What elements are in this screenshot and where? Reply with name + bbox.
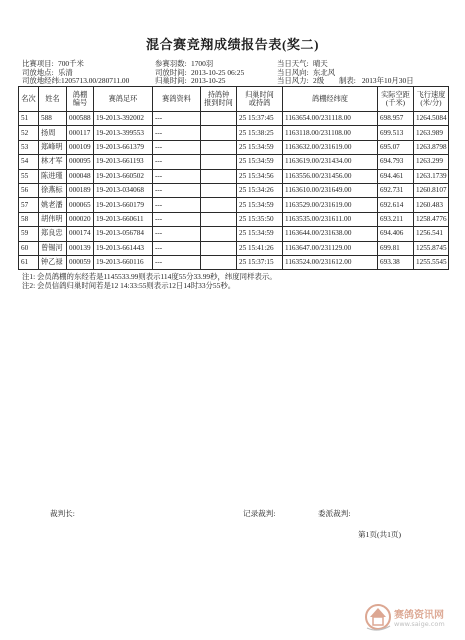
cell-speed: 1255.5545 bbox=[414, 255, 449, 269]
column-header-line: 鸽棚 bbox=[72, 90, 88, 99]
cell-return-time: 25 15:34:59 bbox=[237, 155, 283, 169]
column-header-line: 名次 bbox=[21, 94, 36, 103]
column-header-clock-report-time bbox=[201, 87, 237, 112]
release-coord-value: 1205713.00/280711.00 bbox=[61, 76, 130, 85]
cell-clock-report-time bbox=[201, 140, 237, 154]
made-date-info bbox=[339, 76, 414, 85]
return-time-info bbox=[155, 76, 226, 85]
cell-rank: 56 bbox=[19, 183, 39, 197]
release-place-value: 乐清 bbox=[58, 67, 73, 77]
cell-return-time: 25 15:34:59 bbox=[237, 140, 283, 154]
cell-name: 扬周 bbox=[39, 126, 67, 140]
cell-speed: 1260.8107 bbox=[414, 183, 449, 197]
cell-name: 588 bbox=[39, 112, 67, 126]
cell-loft-coordinates: 1163118.00/231108.00 bbox=[283, 126, 378, 140]
cell-speed: 1255.8745 bbox=[414, 241, 449, 255]
cell-name: 钟乙禄 bbox=[39, 255, 67, 269]
cell-rank: 53 bbox=[19, 140, 39, 154]
cell-speed: 1264.5084 bbox=[414, 112, 449, 126]
cell-clock-report-time bbox=[201, 112, 237, 126]
column-header-line: 姓名 bbox=[45, 94, 60, 103]
table-row bbox=[19, 241, 449, 255]
cell-clock-report-time bbox=[201, 183, 237, 197]
count-value: 1700羽 bbox=[191, 59, 214, 68]
cell-distance: 699.513 bbox=[378, 126, 414, 140]
table-row bbox=[19, 112, 449, 126]
cell-ring-number: 19-2013-034068 bbox=[94, 183, 153, 197]
cell-ring-number: 19-2013-399553 bbox=[94, 126, 153, 140]
column-header-line: 或持鸽 bbox=[248, 99, 271, 107]
column-header-line: 归巢时间 bbox=[245, 90, 274, 99]
watermark-name: 赛鸽资讯网 bbox=[394, 610, 444, 621]
cell-name: 林才军 bbox=[39, 155, 67, 169]
cell-loft-coordinates: 1163535.00/231611.00 bbox=[283, 212, 378, 226]
column-header-line: 鸽棚经纬度 bbox=[312, 94, 348, 103]
cell-loft-id: 000048 bbox=[67, 169, 94, 183]
cell-loft-id: 000117 bbox=[67, 126, 94, 140]
cell-ring-number: 19-2013-660116 bbox=[94, 255, 153, 269]
cell-ring-number: 19-2013-660502 bbox=[94, 169, 153, 183]
wind-force-label: 当日风力: bbox=[277, 76, 309, 85]
cell-name: 郑峰明 bbox=[39, 140, 67, 154]
wind-force-value: 2级 bbox=[313, 76, 325, 85]
cell-loft-id: 000095 bbox=[67, 155, 94, 169]
cell-loft-coordinates: 1163529.00/231619.00 bbox=[283, 198, 378, 212]
cell-return-time: 25 15:34:26 bbox=[237, 183, 283, 197]
cell-pigeon-info: --- bbox=[153, 241, 201, 255]
cell-rank: 51 bbox=[19, 112, 39, 126]
table-body bbox=[19, 112, 449, 270]
cell-clock-report-time bbox=[201, 255, 237, 269]
pigeon-house-icon bbox=[364, 600, 394, 632]
cell-pigeon-info: --- bbox=[153, 183, 201, 197]
record-judge-label: 记录裁判: bbox=[243, 509, 276, 518]
cell-pigeon-info: --- bbox=[153, 140, 201, 154]
note-1: 注1: 会员鸽棚的东经若是1145533.99则表示114度55分33.99秒，纬度同样表示。 bbox=[22, 272, 277, 281]
cell-rank: 60 bbox=[19, 241, 39, 255]
cell-distance: 692.614 bbox=[378, 198, 414, 212]
table-row bbox=[19, 155, 449, 169]
wind-direction-value: 东北风 bbox=[313, 67, 336, 77]
cell-loft-id: 000059 bbox=[67, 255, 94, 269]
cell-loft-id: 000189 bbox=[67, 183, 94, 197]
delegate-judge-label: 委派裁判: bbox=[318, 509, 351, 518]
cell-distance: 694.461 bbox=[378, 169, 414, 183]
cell-ring-number: 19-2013-661443 bbox=[94, 241, 153, 255]
release-coord-label: 司放地经纬: bbox=[22, 76, 62, 85]
column-header-loft-coordinates bbox=[283, 87, 378, 112]
cell-distance: 699.81 bbox=[378, 241, 414, 255]
cell-ring-number: 19-2013-660179 bbox=[94, 198, 153, 212]
note-2: 注2: 会员信鸽归巢时间若是12 14:33:55则表示12日14时33分55秒。 bbox=[22, 281, 236, 290]
cell-loft-id: 000174 bbox=[67, 227, 94, 241]
cell-distance: 692.731 bbox=[378, 183, 414, 197]
column-header-line: 飞行速度 bbox=[416, 90, 446, 99]
cell-pigeon-info: --- bbox=[153, 112, 201, 126]
cell-loft-coordinates: 1163654.00/231118.00 bbox=[283, 112, 378, 126]
cell-return-time: 25 15:41:26 bbox=[237, 241, 283, 255]
cell-ring-number: 19-2013-661193 bbox=[94, 155, 153, 169]
release-time-value: 2013-10-25 06:25 bbox=[191, 67, 245, 77]
cell-pigeon-info: --- bbox=[153, 255, 201, 269]
cell-ring-number: 19-2013-660611 bbox=[94, 212, 153, 226]
cell-pigeon-info: --- bbox=[153, 212, 201, 226]
cell-rank: 59 bbox=[19, 227, 39, 241]
release-place-label: 司放地点: bbox=[22, 67, 54, 77]
release-coord-info bbox=[22, 76, 129, 85]
cell-name: 陈进瑾 bbox=[39, 169, 67, 183]
cell-pigeon-info: --- bbox=[153, 198, 201, 212]
made-date-value: 2013年10月30日 bbox=[361, 76, 414, 85]
weather-label: 当日天气: bbox=[277, 59, 309, 68]
table-row bbox=[19, 169, 449, 183]
cell-loft-id: 000065 bbox=[67, 198, 94, 212]
column-header-loft-id bbox=[67, 87, 94, 112]
wind-force-info bbox=[277, 76, 324, 85]
column-header-distance bbox=[378, 87, 414, 112]
cell-return-time: 25 15:38:25 bbox=[237, 126, 283, 140]
cell-loft-coordinates: 1163619.00/231434.00 bbox=[283, 155, 378, 169]
cell-return-time: 25 15:34:59 bbox=[237, 227, 283, 241]
return-time-label: 归巢时间: bbox=[155, 76, 187, 85]
column-header-rank bbox=[19, 87, 39, 112]
cell-speed: 1256.541 bbox=[414, 227, 449, 241]
table-row bbox=[19, 126, 449, 140]
cell-ring-number: 19-2013-056784 bbox=[94, 227, 153, 241]
cell-name: 徐燕标 bbox=[39, 183, 67, 197]
cell-loft-coordinates: 1163647.00/231129.00 bbox=[283, 241, 378, 255]
cell-speed: 1258.4776 bbox=[414, 212, 449, 226]
cell-return-time: 25 15:37:15 bbox=[237, 255, 283, 269]
column-header-line: 赛鸽足环 bbox=[108, 94, 138, 103]
release-time-label: 司放时间: bbox=[155, 67, 187, 77]
chief-judge-label: 裁判长: bbox=[50, 509, 75, 518]
column-header-line: 报到时间 bbox=[204, 99, 233, 107]
table-row bbox=[19, 212, 449, 226]
cell-rank: 58 bbox=[19, 212, 39, 226]
cell-distance: 693.211 bbox=[378, 212, 414, 226]
column-header-pigeon-info bbox=[153, 87, 201, 112]
cell-pigeon-info: --- bbox=[153, 169, 201, 183]
cell-distance: 694.406 bbox=[378, 227, 414, 241]
column-header-line: 实际空距 bbox=[381, 90, 410, 99]
cell-rank: 57 bbox=[19, 198, 39, 212]
cell-return-time: 25 15:34:59 bbox=[237, 198, 283, 212]
cell-distance: 693.38 bbox=[378, 255, 414, 269]
cell-clock-report-time bbox=[201, 212, 237, 226]
report-title: 混合赛竞翔成绩报告表(奖二) bbox=[145, 37, 320, 52]
cell-loft-coordinates: 1163610.00/231649.00 bbox=[283, 183, 378, 197]
cell-speed: 1260.483 bbox=[414, 198, 449, 212]
cell-loft-id: 000139 bbox=[67, 241, 94, 255]
cell-rank: 55 bbox=[19, 169, 39, 183]
table-row bbox=[19, 227, 449, 241]
table-header-row bbox=[19, 87, 449, 112]
cell-rank: 52 bbox=[19, 126, 39, 140]
cell-clock-report-time bbox=[201, 198, 237, 212]
table-row bbox=[19, 140, 449, 154]
column-header-line: 编号 bbox=[72, 99, 88, 107]
column-header-line: (千米) bbox=[385, 99, 406, 107]
weather-value: 晴天 bbox=[313, 59, 328, 68]
cell-clock-report-time bbox=[201, 126, 237, 140]
cell-return-time: 25 15:34:56 bbox=[237, 169, 283, 183]
cell-pigeon-info: --- bbox=[153, 155, 201, 169]
cell-loft-id: 000020 bbox=[67, 212, 94, 226]
cell-loft-id: 000588 bbox=[67, 112, 94, 126]
table-row bbox=[19, 198, 449, 212]
cell-ring-number: 19-2013-392002 bbox=[94, 112, 153, 126]
event-label: 比赛项目: bbox=[22, 59, 54, 68]
cell-name: 曾锡河 bbox=[39, 241, 67, 255]
cell-rank: 61 bbox=[19, 255, 39, 269]
column-header-name bbox=[39, 87, 67, 112]
cell-loft-coordinates: 1163644.00/231638.00 bbox=[283, 227, 378, 241]
count-label: 参赛羽数: bbox=[155, 59, 187, 68]
cell-speed: 1263.299 bbox=[414, 155, 449, 169]
cell-pigeon-info: --- bbox=[153, 227, 201, 241]
cell-ring-number: 19-2013-661379 bbox=[94, 140, 153, 154]
cell-loft-id: 000109 bbox=[67, 140, 94, 154]
cell-pigeon-info: --- bbox=[153, 126, 201, 140]
column-header-speed bbox=[414, 87, 449, 112]
cell-return-time: 25 15:35:50 bbox=[237, 212, 283, 226]
cell-clock-report-time bbox=[201, 227, 237, 241]
cell-return-time: 25 15:37:45 bbox=[237, 112, 283, 126]
cell-rank: 54 bbox=[19, 155, 39, 169]
page-number: 第1页(共1页) bbox=[358, 530, 402, 539]
cell-clock-report-time bbox=[201, 169, 237, 183]
column-header-line: 赛鸽资料 bbox=[162, 94, 191, 103]
cell-loft-coordinates: 1163524.00/231612.00 bbox=[283, 255, 378, 269]
cell-distance: 694.793 bbox=[378, 155, 414, 169]
cell-name: 姚老潘 bbox=[39, 198, 67, 212]
cell-name: 胡伟明 bbox=[39, 212, 67, 226]
wind-direction-label: 当日风向: bbox=[277, 67, 309, 77]
cell-speed: 1263.989 bbox=[414, 126, 449, 140]
column-header-return-time bbox=[237, 87, 283, 112]
watermark-logo bbox=[364, 600, 460, 634]
table-row bbox=[19, 255, 449, 269]
cell-distance: 698.957 bbox=[378, 112, 414, 126]
column-header-line: 持鸽钟 bbox=[207, 90, 230, 99]
column-header-line: (米/分) bbox=[420, 99, 442, 107]
cell-distance: 695.07 bbox=[378, 140, 414, 154]
cell-clock-report-time bbox=[201, 241, 237, 255]
table-row bbox=[19, 183, 449, 197]
cell-loft-coordinates: 1163632.00/231619.00 bbox=[283, 140, 378, 154]
return-time-value: 2013-10-25 bbox=[191, 76, 226, 85]
cell-clock-report-time bbox=[201, 155, 237, 169]
event-value: 700千米 bbox=[58, 59, 84, 68]
watermark-url: www.saige.com bbox=[394, 620, 445, 628]
results-table bbox=[18, 86, 449, 270]
cell-speed: 1263.8798 bbox=[414, 140, 449, 154]
column-header-ring-number bbox=[94, 87, 153, 112]
made-date-label: 制表: bbox=[339, 76, 356, 85]
cell-loft-coordinates: 1163556.00/231456.00 bbox=[283, 169, 378, 183]
cell-speed: 1263.1739 bbox=[414, 169, 449, 183]
cell-name: 郑良忠 bbox=[39, 227, 67, 241]
